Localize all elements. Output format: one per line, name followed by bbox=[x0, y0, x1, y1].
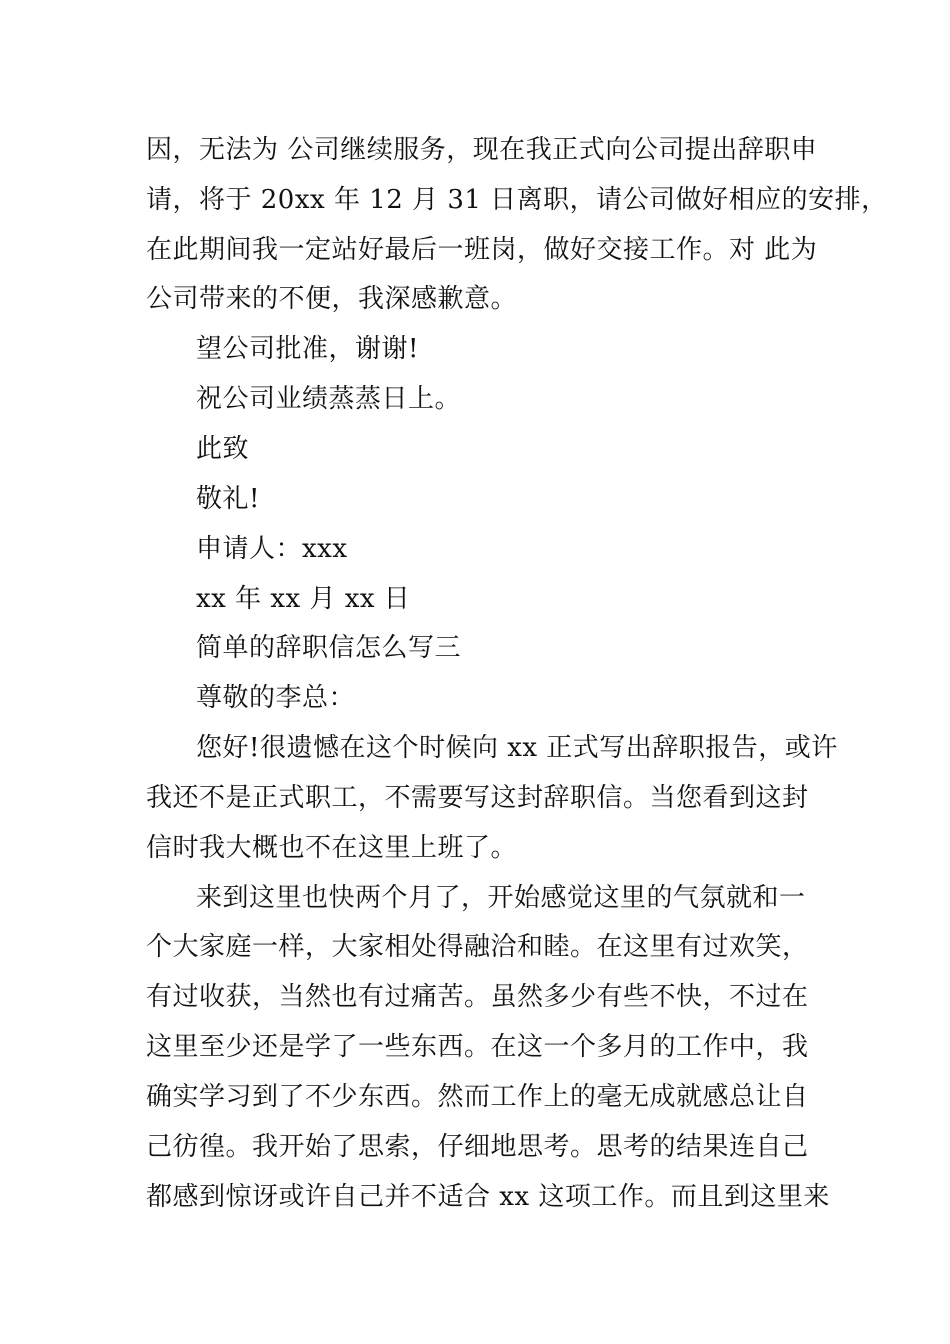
text-line: 望公司批准，谢谢! bbox=[196, 334, 419, 364]
text-line: 因，无法为 公司继续服务，现在我正式向公司提出辞职申 bbox=[146, 135, 818, 165]
text-line: 都感到惊讶或许自己并不适合 xx 这项工作。而且到这里来 bbox=[146, 1182, 830, 1212]
section-heading: 简单的辞职信怎么写三 bbox=[196, 633, 462, 663]
text-line: 这里至少还是学了一些东西。在这一个多月的工作中，我 bbox=[146, 1032, 809, 1062]
text-line: 公司带来的不便，我深感歉意。 bbox=[146, 284, 518, 314]
text-line: 祝公司业绩蒸蒸日上。 bbox=[196, 384, 462, 414]
text-line: 在此期间我一定站好最后一班岗，做好交接工作。对 此为 bbox=[146, 235, 818, 265]
text-line: 您好!很遗憾在这个时候向 xx 正式写出辞职报告，或许 bbox=[196, 733, 838, 763]
text-line: 我还不是正式职工，不需要写这封辞职信。当您看到这封 bbox=[146, 783, 809, 813]
text-line: 确实学习到了不少东西。然而工作上的毫无成就感总让自 bbox=[146, 1082, 809, 1112]
text-line: 己彷徨。我开始了思索，仔细地思考。思考的结果连自己 bbox=[146, 1132, 809, 1162]
text-line: 信时我大概也不在这里上班了。 bbox=[146, 833, 518, 863]
applicant-line: 申请人：xxx bbox=[196, 534, 348, 564]
date-line: xx 年 xx 月 xx 日 bbox=[196, 584, 411, 614]
text-line: 此致 bbox=[196, 434, 250, 464]
text-line: 敬礼! bbox=[196, 484, 260, 514]
salutation: 尊敬的李总： bbox=[196, 683, 356, 713]
text-line: 请，将于 20xx 年 12 月 31 日离职，请公司做好相应的安排， bbox=[146, 185, 888, 215]
text-line: 来到这里也快两个月了，开始感觉这里的气氛就和一 bbox=[196, 883, 806, 913]
text-line: 个大家庭一样，大家相处得融洽和睦。在这里有过欢笑， bbox=[146, 932, 809, 962]
text-line: 有过收获，当然也有过痛苦。虽然多少有些不快，不过在 bbox=[146, 982, 809, 1012]
